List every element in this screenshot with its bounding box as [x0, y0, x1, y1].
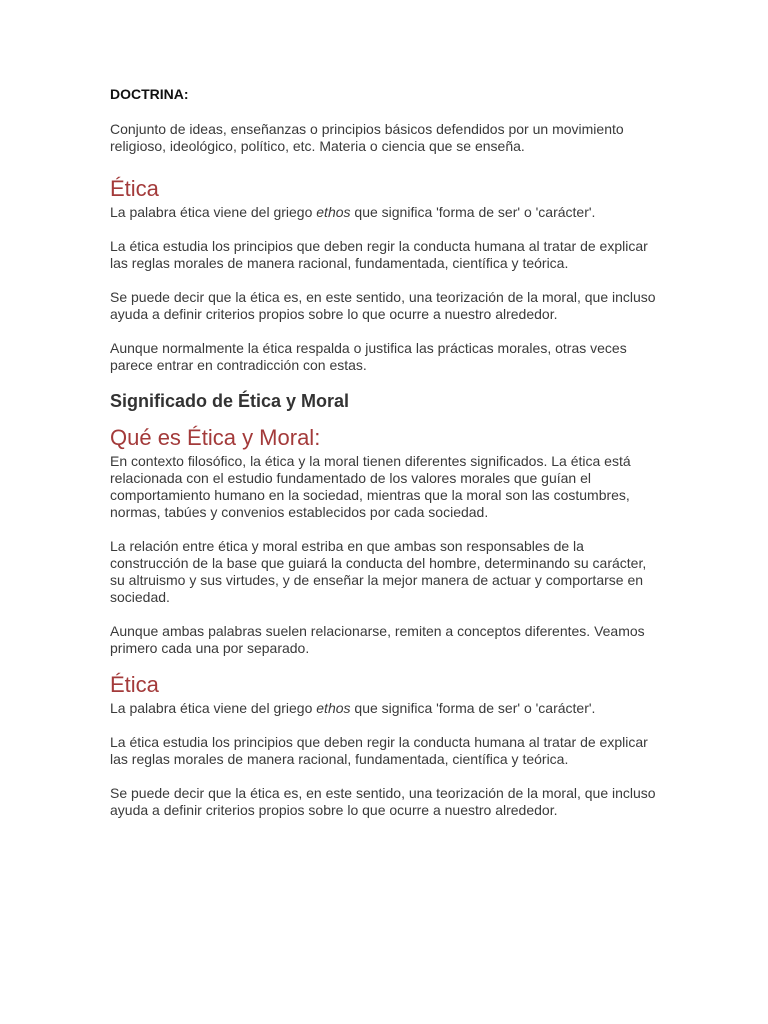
etica-contradiction-paragraph: Aunque normalmente la ética respalda o justifica las prácticas morales, otras veces parece entrar en contradicción con estas. [110, 340, 627, 373]
etica-study-paragraph: La ética estudia los principios que deben regir la conducta humana al tratar de explicar las reglas morales de manera racional, fundamentada, científica y teórica. [110, 238, 648, 271]
que-es-separate-paragraph: Aunque ambas palabras suelen relacionarse, remiten a conceptos diferentes. Veamos primero cada una por separado. [110, 623, 645, 656]
etymology-text-start: La palabra ética viene del griego [110, 204, 317, 220]
etica-title: Ética [110, 176, 159, 201]
etica-study-paragraph-2: La ética estudia los principios que deben regir la conducta humana al tratar de explicar las reglas morales de manera racional, fundamentada, científica y teórica. [110, 734, 648, 767]
document-page [110, 86, 662, 819]
etica-theorization-paragraph-2: Se puede decir que la ética es, en este sentido, una teorización de la moral, que incluso ayuda a definir criterios propios sobre lo que ocurre a nuestro alrededor. [110, 785, 656, 818]
etica-title-2: Ética [110, 672, 159, 697]
que-es-context-paragraph: En contexto filosófico, la ética y la moral tienen diferentes significados. La ética está relacionada con el estudio fundamentado de los valores morales que guían el comportamiento humano en la sociedad, mientras que la moral son las costumbres, normas, tabúes y convenios establecidos por cada sociedad. [110, 453, 631, 520]
ethos-term-2: ethos [316, 700, 351, 716]
ethos-term: ethos [316, 204, 351, 220]
doctrina-label: DOCTRINA: [110, 86, 189, 102]
que-es-title: Qué es Ética y Moral: [110, 425, 321, 450]
etymology-text-start-2: La palabra ética viene del griego [110, 700, 317, 716]
que-es-relation-paragraph: La relación entre ética y moral estriba en que ambas son responsables de la construcción de la base que guiará la conducta del hombre, determinando su carácter, su altruismo y sus virtudes, y de enseñar la mejor manera de actuar y comportarse en sociedad. [110, 538, 647, 605]
etica-etymology-paragraph-2 [110, 700, 662, 717]
etica-theorization-paragraph: Se puede decir que la ética es, en este sentido, una teorización de la moral, que incluso ayuda a definir criterios propios sobre lo que ocurre a nuestro alrededor. [110, 289, 656, 322]
etica-etymology-paragraph [110, 204, 662, 221]
doctrina-definition: Conjunto de ideas, enseñanzas o principios básicos defendidos por un movimiento religioso, ideológico, político, etc. Materia o ciencia que se enseña. [110, 121, 624, 154]
etymology-text-end-2: que significa 'forma de ser' o 'carácter'. [350, 700, 596, 716]
significado-heading: Significado de Ética y Moral [110, 391, 350, 411]
etymology-text-end: que significa 'forma de ser' o 'carácter'. [350, 204, 596, 220]
